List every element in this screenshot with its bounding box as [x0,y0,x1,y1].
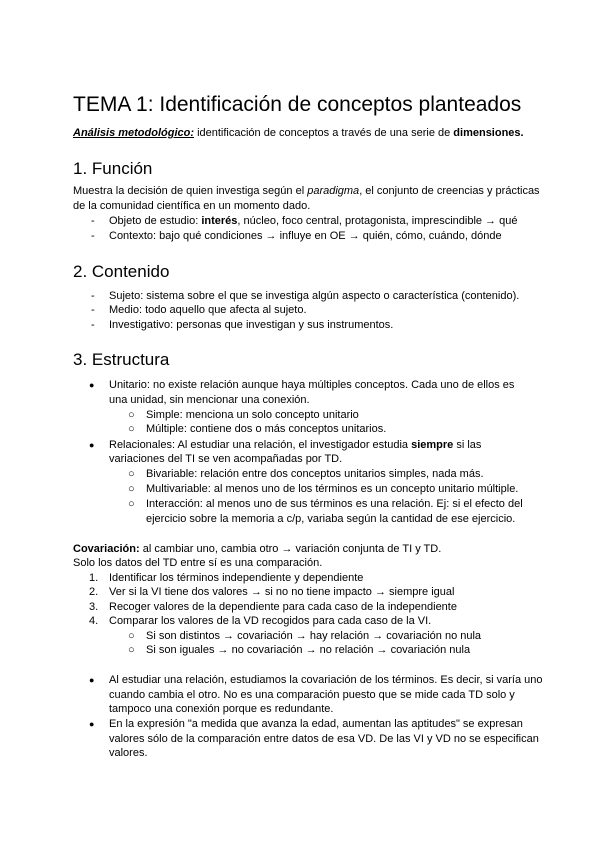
heading-funcion: 1. Función [73,159,153,178]
subtitle-line [73,126,524,140]
covariacion-distintos: Si son distintos → covariación → hay relación → covariación no nula [146,630,482,642]
unitario-multiple: Múltiple: contiene dos o más conceptos unitarios. [146,423,387,435]
circle-marker: ○ [128,498,135,510]
covariacion-line1 [73,542,441,557]
circle-marker: ○ [128,468,135,480]
subtitle-bold: dimensiones. [453,127,524,139]
funcion-item-objeto [109,214,517,229]
relacionales-bivariable: Bivariable: relación entre dos conceptos unitarios simples, nada más. [146,468,484,480]
objeto-rest: , núcleo, foco central, protagonista, imprescindible → qué [237,215,518,227]
covariacion-bullet-1: Al estudiar una relación, estudiamos la covariación de los términos. Es decir, si varía uno cuando cambia el otro. No es una comparación puesto que se mide cada TD solo y tampoco una conexión porque es redundante. [109,674,543,715]
bullet-marker: ● [89,380,95,390]
step-number: 4. [89,615,99,627]
objeto-bold: interés [201,215,238,227]
bullet-marker: ● [89,440,95,450]
dash-marker: - [91,290,95,302]
step-number: 2. [89,586,99,598]
contenido-item-investigativo: Investigativo: personas que investigan y sus instrumentos. [109,319,394,331]
heading-contenido: 2. Contenido [73,262,170,281]
heading-estructura: 3. Estructura [73,350,170,369]
circle-marker: ○ [128,630,135,642]
covariacion-label: Covariación: [73,543,140,555]
page-title: TEMA 1: Identificación de conceptos planteados [73,93,522,116]
dash-marker: - [91,319,95,331]
unitario-simple: Simple: menciona un solo concepto unitario [146,409,359,421]
covariacion-text: al cambiar uno, cambia otro → variación conjunta de TI y TD. [139,543,442,555]
bullet-marker: ● [89,675,95,685]
covariacion-iguales: Si son iguales → no covariación → no relación → covariación nula [146,644,471,656]
bullet-marker: ● [89,719,95,729]
subtitle-label: Análisis metodológico: [73,127,195,139]
covariacion-line2: Solo los datos del TD entre sí es una comparación. [73,557,323,569]
funcion-paragraph [73,184,543,213]
covariacion-step-2: Ver si la VI tiene dos valores → si no no tiene impacto → siempre igual [109,586,455,598]
circle-marker: ○ [128,483,135,495]
objeto-label: Objeto de estudio: [109,215,202,227]
covariacion-step-3: Recoger valores de la dependiente para cada caso de la independiente [109,601,457,613]
circle-marker: ○ [128,423,135,435]
relacionales-rest: si las [453,439,482,451]
subtitle-text: identificación de conceptos a través de una serie de [194,127,454,139]
relacionales-line2: variaciones del TI se ven acompañadas por TD. [109,453,343,465]
circle-marker: ○ [128,644,135,656]
contenido-item-medio: Medio: todo aquello que afecta al sujeto. [109,304,307,316]
step-number: 3. [89,601,99,613]
funcion-item-contexto: Contexto: bajo qué condiciones → influye en OE → quién, cómo, cuándo, dónde [109,230,502,242]
covariacion-step-1: Identificar los términos independiente y dependiente [109,572,364,584]
unitario-line2: una unidad, sin mencionar una conexión. [109,394,310,406]
covariacion-step-4: Comparar los valores de la VD recogidos para cada caso de la VI. [109,615,432,627]
relacionales-interaccion: Interacción: al menos uno de sus términos es una relación. Ej: si el efecto del ejercicio sobre la memoria a c/p, variaba según la cantidad de ese ejercicio. [146,498,523,525]
dash-marker: - [91,230,95,242]
unitario-line1: Unitario: no existe relación aunque haya múltiples conceptos. Cada uno de ellos es [109,379,515,391]
circle-marker: ○ [128,409,135,421]
dash-marker: - [91,304,95,316]
funcion-para-text: Muestra la decisión de quien investiga según el [73,185,308,197]
funcion-para-rest: , el conjunto de creencias y prácticas de la comunidad científica en un momento dado. [73,185,540,212]
funcion-para-italic: paradigma [307,185,360,197]
relacionales-text: Relacionales: Al estudiar una relación, el investigador estudia [109,439,412,451]
covariacion-bullet-2: En la expresión "a medida que avanza la edad, aumentan las aptitudes" se expresan valores sólo de la comparación entre datos de esa VD. De las VI y VD no se especifican valores. [109,718,539,759]
relacionales-bold: siempre [411,439,454,451]
relacionales-line1 [109,438,481,453]
relacionales-multivariable: Multivariable: al menos uno de los términos es un concepto unitario múltiple. [146,483,519,495]
contenido-item-sujeto: Sujeto: sistema sobre el que se investiga algún aspecto o característica (contenido). [109,290,520,302]
step-number: 1. [89,572,99,584]
dash-marker: - [91,215,95,227]
